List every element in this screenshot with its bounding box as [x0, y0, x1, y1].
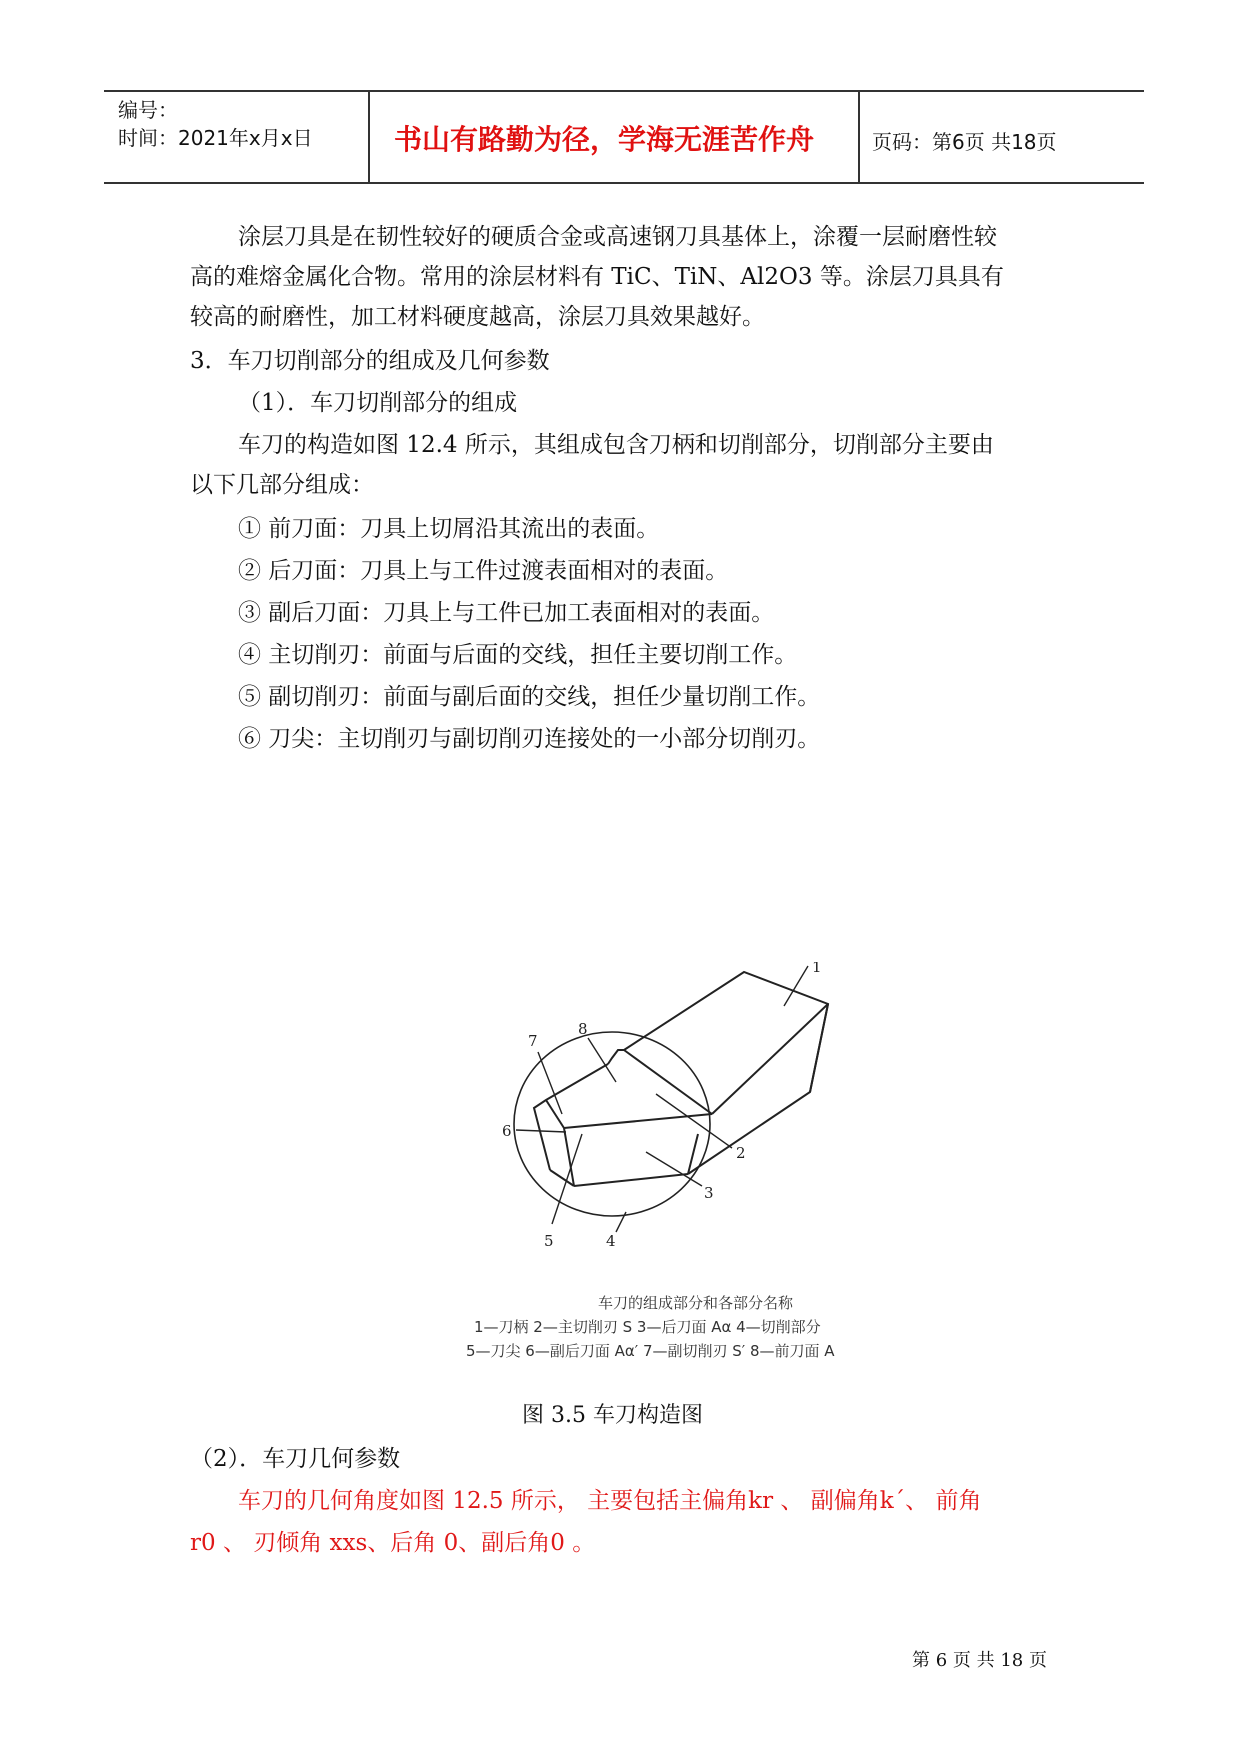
figure-label-6: 6 — [502, 1122, 512, 1140]
list-item: ⑥ 刀尖：主切削刃与副切削刃连接处的一小部分切削刃。 — [238, 726, 821, 752]
figure-legend-row2: 5—刀尖 6—副后刀面 Aα′ 7—副切削刃 S′ 8—前刀面 A — [466, 1342, 835, 1360]
subsection-heading-2: （2）．车刀几何参数 — [190, 1446, 401, 1472]
figure-label-2: 2 — [736, 1144, 746, 1162]
doc-time-label: 时间：2021年x月x日 — [118, 126, 313, 150]
page-footer: 第 6 页 共 18 页 — [912, 1650, 1047, 1671]
list-item: ④ 主切削刃：前面与后面的交线，担任主要切削工作。 — [238, 642, 798, 668]
list-item: ① 前刀面：刀具上切屑沿其流出的表面。 — [238, 516, 660, 542]
figure-title: 车刀的组成部分和各部分名称 — [598, 1294, 794, 1312]
lathe-tool-figure — [466, 962, 906, 1362]
paragraph-structure-line2: 以下几部分组成： — [190, 472, 374, 498]
figure-label-4: 4 — [606, 1232, 616, 1250]
paragraph-coating-line3: 较高的耐磨性，加工材料硬度越高，涂层刀具效果越好。 — [190, 304, 765, 330]
section-heading-3: 3．车刀切削部分的组成及几何参数 — [190, 348, 550, 374]
figure-label-1: 1 — [812, 962, 822, 976]
subsection-heading-1: （1）．车刀切削部分的组成 — [238, 390, 518, 416]
page-info: 页码：第6页 共18页 — [872, 130, 1057, 154]
figure-caption: 图 3.5 车刀构造图 — [522, 1403, 703, 1428]
header-top-rule — [104, 90, 1144, 92]
header-motto: 书山有路勤为径，学海无涯苦作舟 — [394, 123, 815, 156]
figure-legend-row1: 1—刀柄 2—主切削刃 S 3—后刀面 Aα 4—切削部分 — [474, 1318, 821, 1336]
paragraph-coating-line1: 涂层刀具是在韧性较好的硬质合金或高速钢刀具基体上，涂覆一层耐磨性较 — [238, 224, 997, 250]
header-bottom-rule — [104, 182, 1144, 184]
header-divider-right — [858, 92, 860, 184]
paragraph-structure-line1: 车刀的构造如图 12.4 所示，其组成包含刀柄和切削部分，切削部分主要由 — [238, 432, 994, 458]
figure-label-5: 5 — [544, 1232, 554, 1250]
doc-number-label: 编号： — [118, 98, 178, 122]
paragraph-coating-line2: 高的难熔金属化合物。常用的涂层材料有 TiC、TiN、Al2O3 等。涂层刀具具有 — [190, 264, 1004, 290]
list-item: ② 后刀面：刀具上与工件过渡表面相对的表面。 — [238, 558, 729, 584]
list-item: ⑤ 副切削刃：前面与副后面的交线，担任少量切削工作。 — [238, 684, 821, 710]
header-divider-left — [368, 92, 370, 184]
figure-label-8: 8 — [578, 1020, 588, 1038]
paragraph-angles-line2: r0 、 刃倾角 xxs、后角 0、副后角0 。 — [190, 1530, 596, 1556]
figure-label-7: 7 — [528, 1032, 538, 1050]
paragraph-angles-line1: 车刀的几何角度如图 12.5 所示， 主要包括主偏角kr 、 副偏角k΄、 前角 — [238, 1488, 982, 1514]
list-item: ③ 副后刀面：刀具上与工件已加工表面相对的表面。 — [238, 600, 775, 626]
figure-label-3: 3 — [704, 1184, 714, 1202]
